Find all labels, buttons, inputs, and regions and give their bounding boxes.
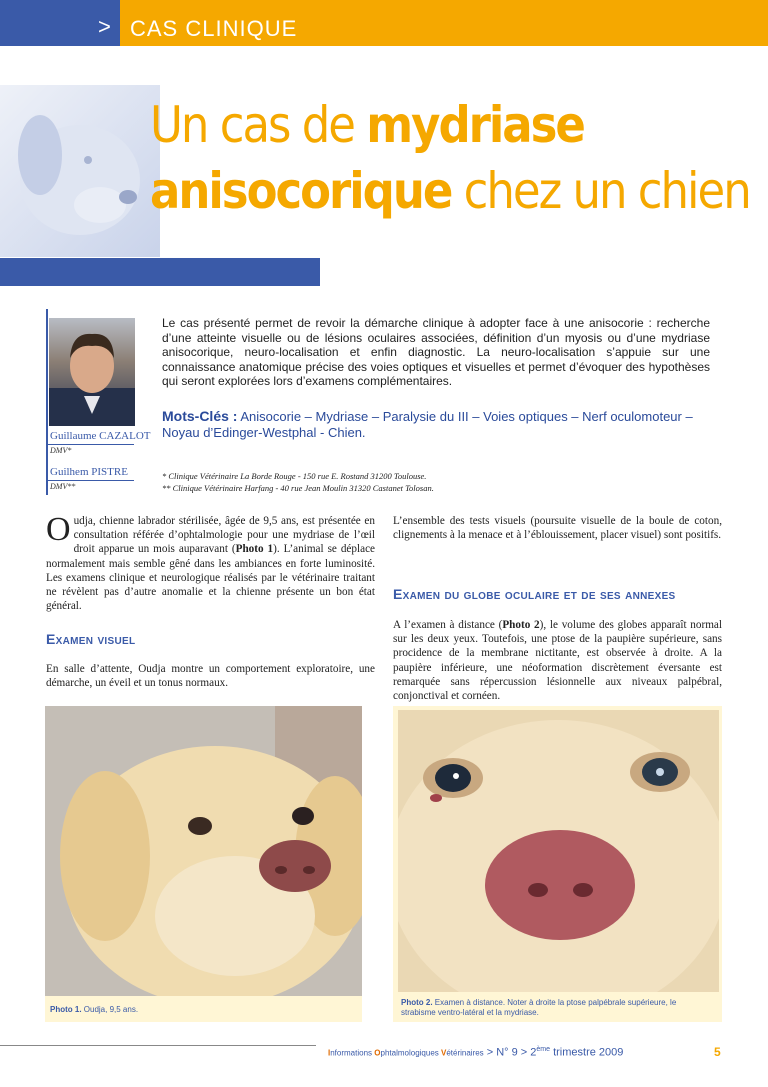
photo1-image xyxy=(45,706,362,996)
abstract: Le cas présenté permet de revoir la démarche clinique à adopter face à une anisocorie : recherche d’une atteinte visuelle ou de lésions oculaires associées, définition d’un myosis ou d’une mydriase anisocorique, neuro-localisation et enfin diagnostic. La neuro-localisation s’appuie sur une connaissance anatomique précise des voies optiques et visuelles et permet d’évoquer des hypothèses qui seront explorées lors d’examens complémentaires. xyxy=(162,316,710,388)
photo1-label: Photo 1. xyxy=(50,1005,82,1014)
author-name-2: Guilhem PISTRE xyxy=(50,466,128,478)
affiliation-2: ** Clinique Vétérinaire Harfang - 40 rue Jean Moulin 31320 Castanet Tolosan. xyxy=(162,483,434,493)
footer-trimester: trimestre 2009 xyxy=(550,1046,624,1059)
author-underline-1 xyxy=(48,444,134,445)
heading-examen-globe: Examen du globe oculaire et de ses annexes xyxy=(393,586,676,602)
examen-globe-text xyxy=(393,618,722,703)
author-underline-2 xyxy=(48,480,134,481)
keywords-label: Mots-Clés : xyxy=(162,408,238,424)
photo2-label: Photo 2. xyxy=(401,998,433,1007)
author-rule xyxy=(46,309,48,495)
title-part-3: anisocorique xyxy=(150,162,452,220)
footer-journal xyxy=(328,1046,623,1059)
photo1-ref: Photo 1 xyxy=(235,543,274,556)
footer-word-3: étérinaires xyxy=(446,1048,484,1058)
footer-word-1: nformations xyxy=(330,1048,375,1058)
page-number: 5 xyxy=(714,1045,721,1059)
section-chevron: > xyxy=(98,14,111,39)
title-part-2: mydriase xyxy=(366,96,584,154)
intro-text-a: udja, chienne labrador stérilisée, âgée de 9,5 ans, est présentée en consultation référée d’ophtalmologie pour une mydriase de l’œil droit apparue un mois auparavant ( xyxy=(73,515,375,556)
footer-rule xyxy=(0,1045,316,1046)
keywords xyxy=(162,408,710,441)
article-title xyxy=(150,92,750,224)
affiliations xyxy=(162,470,722,494)
author-role-1: DMV* xyxy=(50,446,72,455)
footer-initial-i: I xyxy=(328,1048,331,1058)
footer-issue: > N° 9 > 2 xyxy=(483,1046,537,1059)
decorative-dog-image xyxy=(0,85,160,257)
photo1-caption xyxy=(50,1005,138,1015)
footer-initial-v: V xyxy=(440,1048,447,1058)
photo2-image xyxy=(398,710,719,992)
photo2-caption xyxy=(401,998,713,1018)
photo2-caption-text: Examen à distance. Noter à droite la ptose palpébrale supérieure, le strabisme ventro-latéral et la mydriase. xyxy=(401,998,677,1017)
footer-word-2: phtalmologiques xyxy=(380,1048,441,1058)
title-part-1: Un cas de xyxy=(150,96,367,154)
title-strip xyxy=(0,258,320,286)
tests-visuels-text: L’ensemble des tests visuels (poursuite visuelle de la boule de coton, clignements à la menace et à l’éblouissement, placer visuel) sont positifs. xyxy=(393,515,722,542)
globe-text-b: ), le volume des globes apparaît normal sur les deux yeux. Toutefois, une ptose de la paupière supérieure, sans procidence de la membrane nictitante, est observée à droite. A la paupière inférieure, une néoformation discrètement éversante est remarquée sans répercussion lésionnelle aux niveaux palpébral, conjonctival et cornéen. xyxy=(393,619,722,703)
section-label: CAS CLINIQUE xyxy=(130,16,298,41)
author-role-2: DMV** xyxy=(50,482,76,491)
column-1-intro xyxy=(46,511,376,613)
affiliation-1: * Clinique Vétérinaire La Borde Rouge - 150 rue E. Rostand 31200 Toulouse. xyxy=(162,471,427,481)
examen-visuel-text: En salle d’attente, Oudja montre un comportement exploratoire, une démarche, un éveil et un tonus normaux. xyxy=(46,663,375,690)
photo1-caption-text: Oudja, 9,5 ans. xyxy=(81,1005,139,1014)
footer-sup: ème xyxy=(536,1046,551,1053)
title-part-4: chez un chien xyxy=(451,162,750,220)
footer-initial-o: O xyxy=(374,1048,381,1058)
intro-text-b: ). L’animal se déplace normalement mais semble gêné dans les ambiances en forte luminosité. Les examens clinique et neurologique réalisés par le vétérinaire traitant ne révèlent pas d’autre anomalie et la chienne présente un bon état général. xyxy=(46,543,376,613)
drop-cap: O xyxy=(46,511,71,548)
author-photo xyxy=(49,318,135,426)
author-name-1: Guillaume CAZALOT xyxy=(50,430,151,442)
keywords-text: Anisocorie – Mydriase – Paralysie du III – Voies optiques – Nerf oculomoteur – Noyau d’Edinger-Westphal - Chien. xyxy=(162,409,693,440)
heading-examen-visuel: Examen visuel xyxy=(46,631,136,647)
globe-text-a: A l’examen à distance ( xyxy=(393,619,503,631)
photo2-ref: Photo 2 xyxy=(502,619,540,631)
